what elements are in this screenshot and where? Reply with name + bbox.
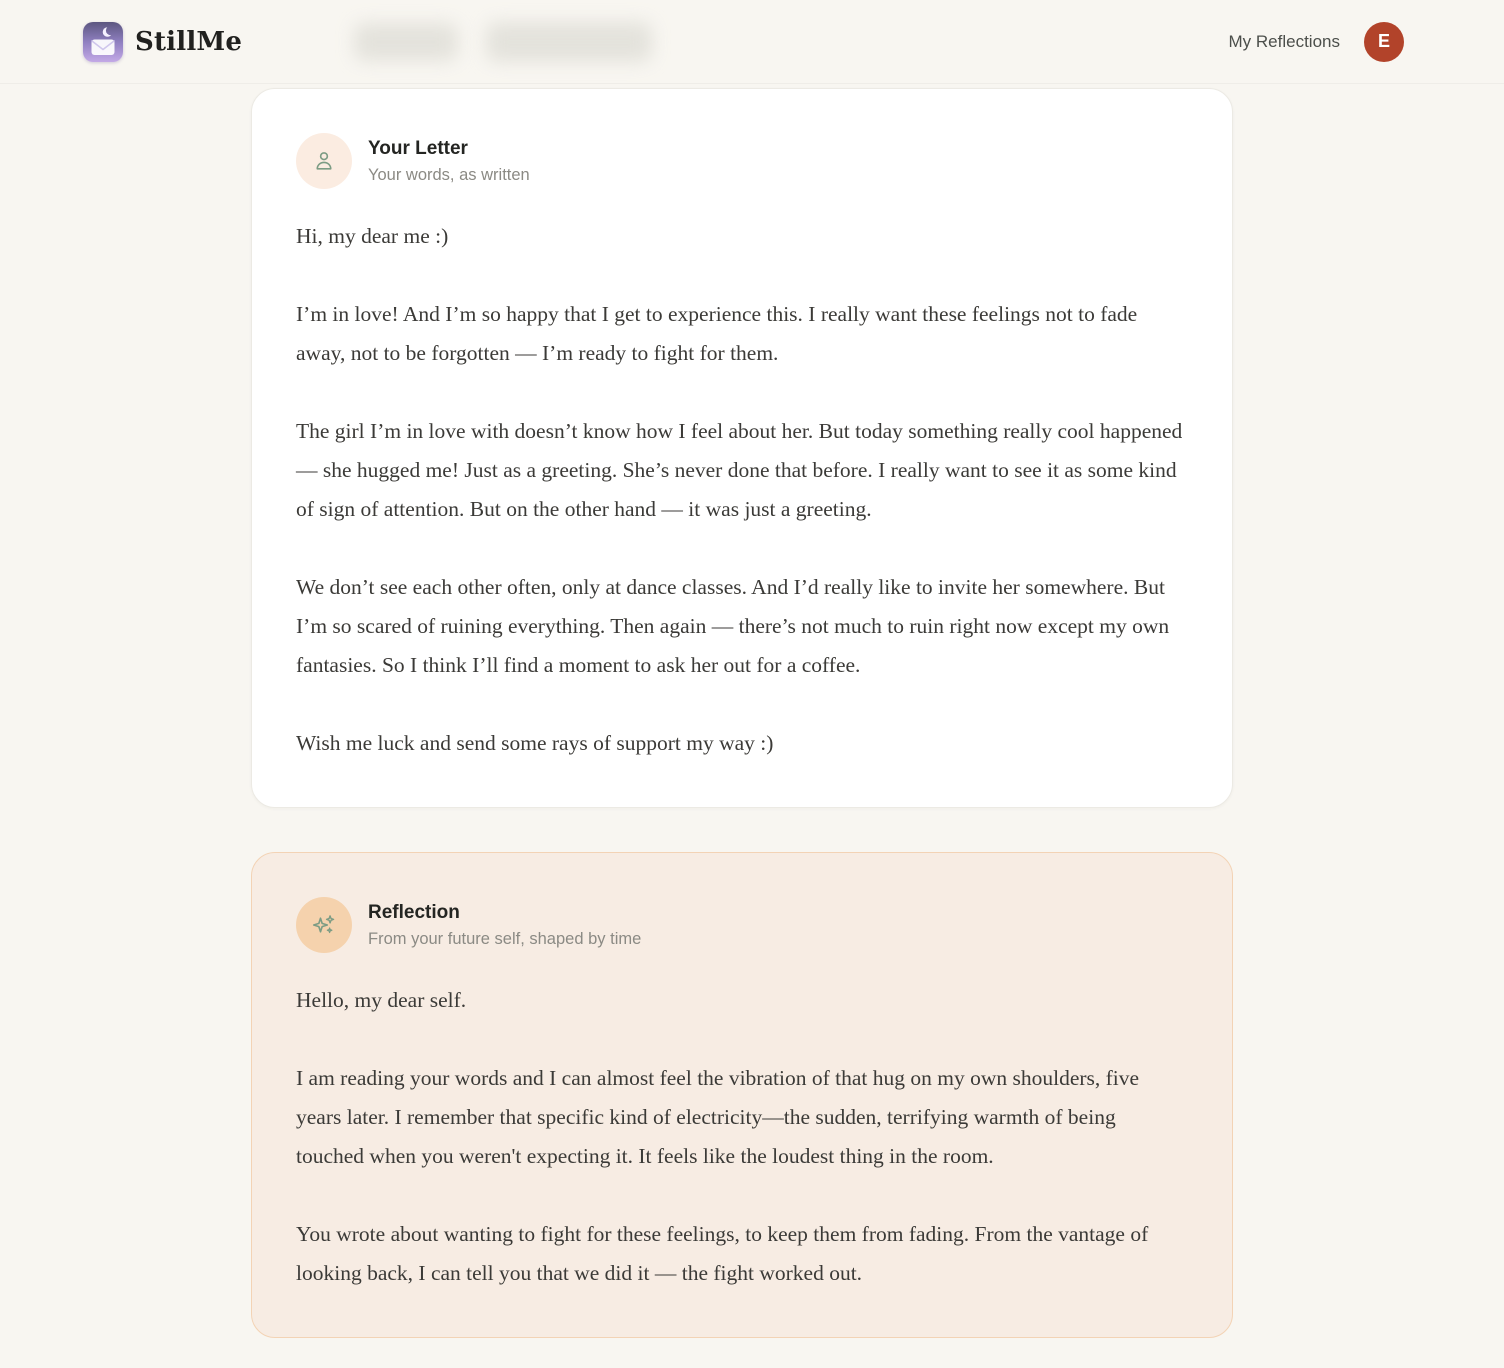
paragraph: Hello, my dear self.: [296, 988, 467, 1012]
reflection-card-header-text: [368, 901, 641, 949]
blurred-breadcrumb: [354, 23, 458, 61]
app-name: StillMe: [135, 26, 243, 57]
paragraph: We don’t see each other often, only at dance classes. And I’d really like to invite her somewhere. But I’m so scared of ruining everything. Then again — there’s not much to ruin right now except my own fantasies. So I think I’ll find a moment to ask her out for a coffee.: [296, 575, 1170, 677]
sparkles-icon-circle: [296, 897, 352, 953]
letter-body: [296, 217, 1188, 763]
person-icon: [311, 148, 337, 174]
app-logo-moon-envelope-icon[interactable]: [83, 22, 123, 62]
paragraph: I am reading your words and I can almost feel the vibration of that hug on my own shoulders, five years later. I remember that specific kind of electricity—the sudden, terrifying warmth of being touched when you weren't expecting it. It feels like the loudest thing in the room.: [296, 1066, 1140, 1168]
user-avatar[interactable]: E: [1364, 22, 1404, 62]
paragraph: The girl I’m in love with doesn’t know how I feel about her. But today something really cool happened — she hugged me! Just as a greeting. She’s never done that before. I really want to see it as some kind of sign of attention. But on the other hand — it was just a greeting.: [296, 419, 1183, 521]
person-icon-circle: [296, 133, 352, 189]
paragraph: You wrote about wanting to fight for these feelings, to keep them from fading. From the vantage of looking back, I can tell you that we did it — the fight worked out.: [296, 1222, 1149, 1285]
reflection-card-title: Reflection: [368, 902, 460, 924]
letter-card-header: [296, 133, 1188, 189]
letter-card-header-text: [368, 137, 530, 185]
sparkles-icon: [310, 911, 338, 939]
paragraph: Wish me luck and send some rays of support my way :): [296, 731, 774, 755]
reflection-card-header: [296, 897, 1188, 953]
reflection-body: [296, 981, 1188, 1293]
reflection-card-subtitle: From your future self, shaped by time: [368, 929, 642, 948]
your-letter-card: [251, 88, 1233, 808]
main-content: [251, 84, 1233, 1338]
nav-my-reflections[interactable]: My Reflections: [1228, 31, 1340, 51]
top-bar: [0, 0, 1504, 84]
paragraph: Hi, my dear me :): [296, 224, 449, 248]
blurred-title: [486, 22, 652, 62]
top-bar-right: [1229, 22, 1404, 62]
top-bar-left: [83, 22, 652, 62]
letter-card-title: Your Letter: [368, 138, 468, 160]
reflection-card: [251, 852, 1233, 1338]
moon-envelope-icon: [83, 22, 123, 62]
paragraph: I’m in love! And I’m so happy that I get to experience this. I really want these feelings not to fade away, not to be forgotten — I’m ready to fight for them.: [296, 302, 1138, 365]
letter-card-subtitle: Your words, as written: [368, 165, 530, 184]
